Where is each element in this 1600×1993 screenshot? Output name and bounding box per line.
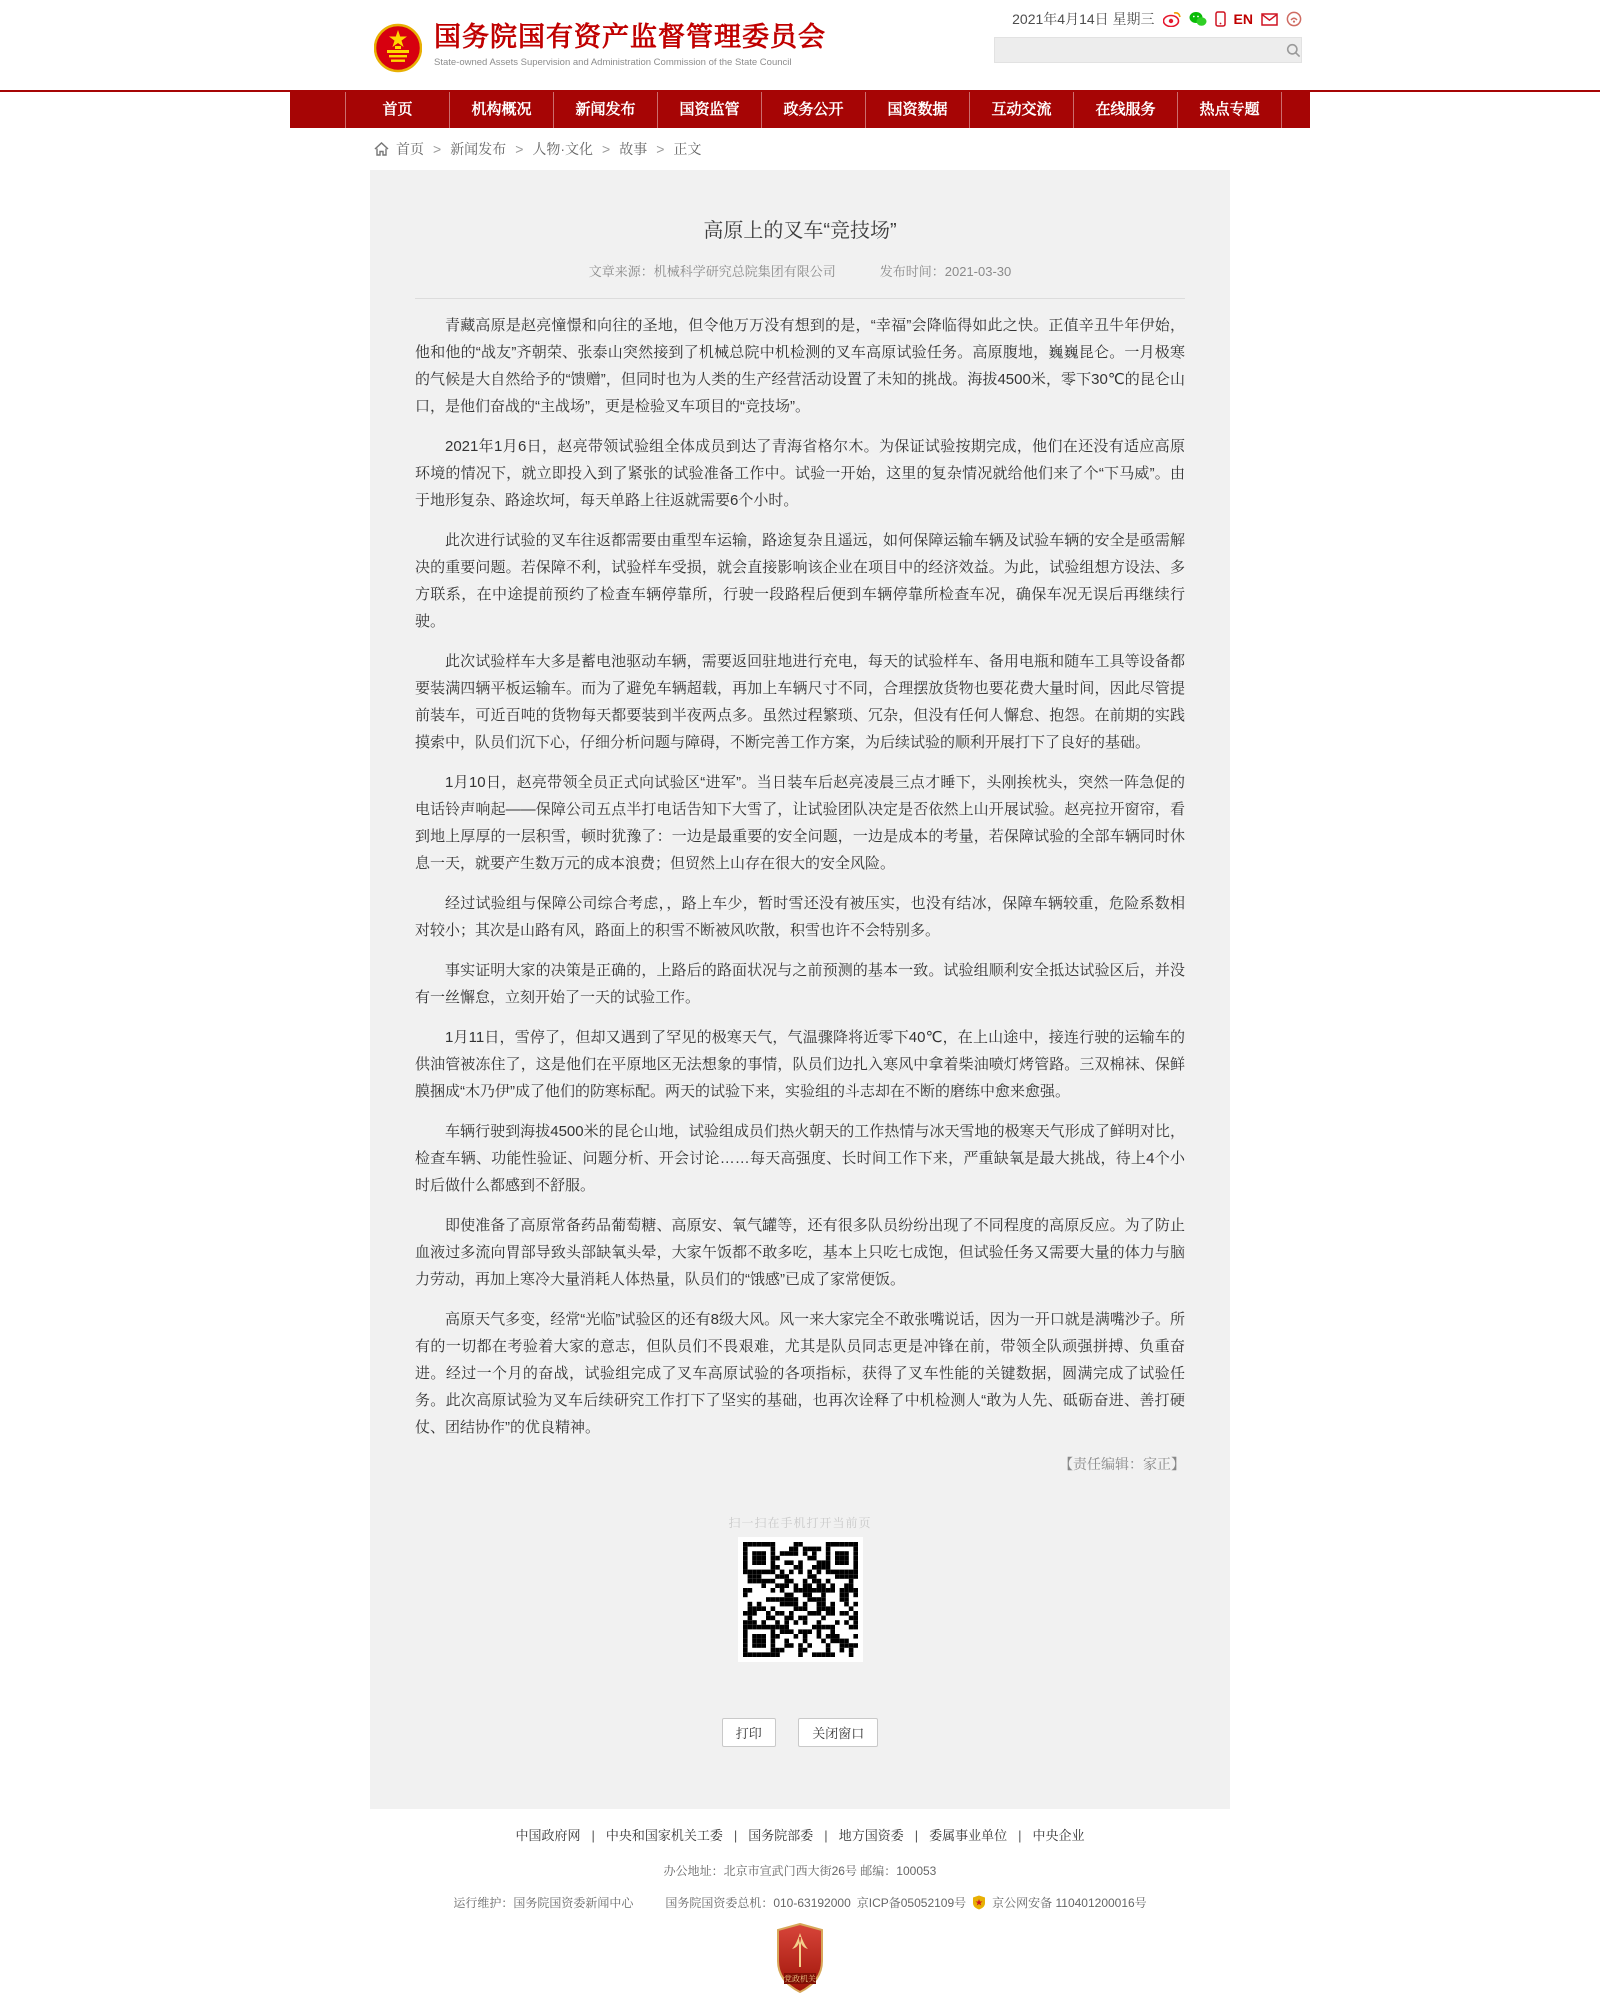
nav-item-4[interactable]: 政务公开 (762, 92, 866, 128)
breadcrumb-separator: > (433, 141, 442, 157)
police-badge-icon (972, 1895, 986, 1910)
qr-code (738, 1537, 863, 1662)
article-paragraph: 青藏高原是赵亮憧憬和向往的圣地，但令他万万没有想到的是，“幸福”会降临得如此之快。正值辛丑牛年伊始，他和他的“战友”齐朝荣、张泰山突然接到了机械总院中机检测的叉车高原试验任务。高原腹地，巍巍昆仑。一月极寒的气候是大自然给予的“馈赠”，但同时也为人类的生产经营活动设置了未知的挑战。海拔4500米，零下30℃的昆仑山口，是他们奋战的“主战场”，更是检验叉车项目的“竞技场”。 (415, 317, 1185, 415)
footer-link[interactable]: 委属事业单位 (929, 1828, 1008, 1843)
gov-badge[interactable] (0, 1923, 1600, 1993)
footer-icp[interactable]: 京ICP备05052109号 (856, 1896, 967, 1910)
article-paragraph: 经过试验组与保障公司综合考虑，，路上车少，暂时雪还没有被压实，也没有结冰，保障车辆较重，危险系数相对较小；其次是山路有风，路面上的积雪不断被风吹散，积雪也许不会特别多。 (415, 895, 1185, 939)
close-window-button[interactable]: 关闭窗口 (798, 1718, 878, 1747)
header-utilities (994, 9, 1302, 63)
article-paragraph: 2021年1月6日，赵亮带领试验组全体成员到达了青海省格尔木。为保证试验按期完成，他们在还没有适应高原环境的情况下，就立即投入到了紧张的试验准备工作中。试验一开始，这里的复杂情况就给他们来了个“下马威”。由于地形复杂、路途坎坷，每天单路上往返就需要6个小时。 (415, 438, 1185, 509)
site-footer (0, 1809, 1600, 1993)
search-icon[interactable] (1286, 43, 1301, 58)
source-value: 机械科学研究总院集团有限公司 (653, 264, 836, 279)
breadcrumb-separator: > (515, 141, 524, 157)
brand-text (434, 22, 826, 68)
breadcrumb (290, 128, 1310, 170)
footer-links (0, 1825, 1600, 1844)
article-actions (415, 1718, 1185, 1747)
breadcrumb-item[interactable]: 故事 (619, 141, 648, 157)
article-body (415, 312, 1185, 1441)
nav-item-6[interactable]: 互动交流 (970, 92, 1074, 128)
editor-note: 【责任编辑：家正】 (1059, 1456, 1185, 1472)
footer-maintenance-row (0, 1894, 1600, 1911)
home-icon[interactable] (374, 142, 389, 156)
publish-date: 2021-03-30 (944, 264, 1012, 279)
nav-item-3[interactable]: 国资监管 (658, 92, 762, 128)
footer-link[interactable]: 中央和国家机关工委 (605, 1828, 723, 1843)
article-meta (415, 261, 1185, 280)
article-panel (370, 170, 1230, 1809)
nav-item-0[interactable]: 首页 (345, 92, 450, 128)
article-paragraph: 1月10日，赵亮带领全员正式向试验区“进军”。当日装车后赵亮凌晨三点才睡下，头刚挨枕头，突然一阵急促的电话铃声响起——保障公司五点半打电话告知下大雪了，让试验团队决定是否依然上山开展试验。赵亮拉开窗帘，看到地上厚厚的一层积雪，顿时犹豫了：一边是最重要的安全问题，一边是成本的考量，若保障试验的全部车辆同时休息一天，就要产生数万元的成本浪费；但贸然上山存在很大的安全风险。 (415, 774, 1185, 872)
site-subtitle: State-owned Assets Supervision and Administration Commission of the State Council (434, 57, 792, 69)
footer-link-separator: | (591, 1828, 595, 1843)
main-nav (0, 90, 1600, 128)
wechat-icon[interactable] (1189, 11, 1207, 27)
breadcrumb-item[interactable]: 首页 (396, 141, 424, 157)
breadcrumb-item: 正文 (673, 141, 702, 157)
nav-item-8[interactable]: 热点专题 (1178, 92, 1282, 128)
nav-item-1[interactable]: 机构概况 (450, 92, 554, 128)
qr-caption: 扫一扫在手机打开当前页 (728, 1516, 872, 1530)
footer-link-separator: | (1018, 1828, 1022, 1843)
qr-section (415, 1514, 1185, 1662)
article-paragraph: 即使准备了高原常备药品葡萄糖、高原安、氧气罐等，还有很多队员纷纷出现了不同程度的高原反应。为了防止血液过多流向胃部导致头部缺氧头晕，大家午饭都不敢多吃，基本上只吃七成饱，但试验任务又需要大量的体力与脑力劳动，再加上寒冷大量消耗人体热量，队员们的“饿感”已成了家常便饭。 (415, 1217, 1185, 1288)
footer-link-separator: | (824, 1828, 828, 1843)
footer-maintenance: 运行维护：国务院国资委新闻中心 (453, 1896, 634, 1910)
footer-address: 办公地址：北京市宣武门西大街26号 邮编：100053 (663, 1864, 937, 1878)
breadcrumb-item[interactable]: 人物·文化 (532, 141, 594, 157)
search-box (994, 37, 1302, 63)
footer-link-separator: | (914, 1828, 919, 1843)
nav-item-7[interactable]: 在线服务 (1074, 92, 1178, 128)
article-paragraph: 事实证明大家的决策是正确的，上路后的路面状况与之前预测的基本一致。试验组顺利安全抵达试验区后，并没有一丝懈怠，立刻开始了一天的试验工作。 (415, 962, 1185, 1006)
meta-divider (415, 298, 1185, 299)
footer-link[interactable]: 地方国资委 (838, 1828, 904, 1843)
article-title: 高原上的叉车“竞技场” (703, 220, 897, 242)
source-label: 文章来源： (588, 264, 654, 279)
site-logo[interactable] (374, 22, 826, 74)
footer-phone: 国务院国资委总机：010-63192000 (665, 1896, 851, 1910)
breadcrumb-separator: > (656, 141, 665, 157)
mail-icon[interactable] (1261, 13, 1278, 26)
mobile-icon[interactable] (1215, 11, 1226, 27)
client-icon[interactable] (1286, 11, 1302, 27)
footer-link[interactable]: 中央企业 (1032, 1828, 1085, 1843)
search-input[interactable] (995, 40, 1286, 60)
nav-item-5[interactable]: 国资数据 (866, 92, 970, 128)
site-title: 国务院国有资产监督管理委员会 (434, 22, 826, 52)
article-paragraph: 1月11日，雪停了，但却又遇到了罕见的极寒天气，气温骤降将近零下40℃，在上山途中，接连行驶的运输车的供油管被冻住了，这是他们在平原地区无法想象的事情，队员们边扎入寒风中拿着柴油喷灯烤管路。三双棉袜、保鲜膜捆成“木乃伊”成了他们的防寒标配。两天的试验下来，实验组的斗志却在不断的磨练中愈来愈强。 (415, 1029, 1185, 1100)
nav-item-2[interactable]: 新闻发布 (554, 92, 658, 128)
footer-link[interactable]: 国务院部委 (748, 1828, 814, 1843)
footer-link[interactable]: 中国政府网 (515, 1828, 581, 1843)
publish-label: 发布时间： (879, 264, 945, 279)
footer-link-separator: | (733, 1828, 738, 1843)
language-en-link[interactable]: EN (1233, 11, 1253, 27)
breadcrumb-item[interactable]: 新闻发布 (450, 141, 507, 157)
national-emblem-icon (374, 22, 422, 74)
current-date: 2021年4月14日 星期三 (1012, 11, 1155, 27)
article-paragraph: 车辆行驶到海拔4500米的昆仑山地，试验组成员们热火朝天的工作热情与冰天雪地的极寒天气形成了鲜明对比，检查车辆、功能性验证、问题分析、开会讨论……每天高强度、长时间工作下来，严重缺氧是最大挑战，待上4个小时后做什么都感到不舒服。 (415, 1123, 1185, 1194)
article-paragraph: 高原天气多变，经常“光临”试验区的还有8级大风。风一来大家完全不敢张嘴说话，因为一开口就是满嘴沙子。所有的一切都在考验着大家的意志，但队员们不畏艰难，尤其是队员同志更是冲锋在前，带领全队顽强拼搏、负重奋进。经过一个月的奋战，试验组完成了叉车高原试验的各项指标，获得了叉车性能的关键数据，圆满完成了试验任务。此次高原试验为叉车后续研究工作打下了坚实的基础，也再次诠释了中机检测人“敢为人先、砥砺奋进、善打硬仗、团结协作”的优良精神。 (415, 1311, 1185, 1436)
gov-badge-label: 党政机关 (784, 1974, 816, 1984)
site-header (0, 0, 1600, 90)
article-paragraph: 此次进行试验的叉车往返都需要由重型车运输，路途复杂且遥远，如何保障运输车辆及试验车辆的安全是亟需解决的重要问题。若保障不利，试验样车受损，就会直接影响该企业在项目中的经济效益。为此，试验组想方设法、多方联系，在中途提前预约了检查车辆停靠所，行驶一段路程后便到车辆停靠所检查车况，确保车况无误后再继续行驶。 (415, 532, 1185, 630)
print-button[interactable]: 打印 (722, 1718, 776, 1747)
weibo-icon[interactable] (1163, 11, 1181, 27)
footer-security[interactable]: 京公网安备 110401200016号 (992, 1896, 1147, 1910)
article-paragraph: 此次试验样车大多是蓄电池驱动车辆，需要返回驻地进行充电，每天的试验样车、备用电瓶和随车工具等设备都要装满四辆平板运输车。而为了避免车辆超载，再加上车辆尺寸不同，合理摆放货物也要花费大量时间，因此尽管提前装车，可近百吨的货物每天都要装到半夜两点多。虽然过程繁琐、冗杂，但没有任何人懈怠、抱怨。在前期的实践摸索中，队员们沉下心，仔细分析问题与障碍，不断完善工作方案，为后续试验的顺利开展打下了良好的基础。 (415, 653, 1185, 751)
breadcrumb-separator: > (602, 141, 611, 157)
